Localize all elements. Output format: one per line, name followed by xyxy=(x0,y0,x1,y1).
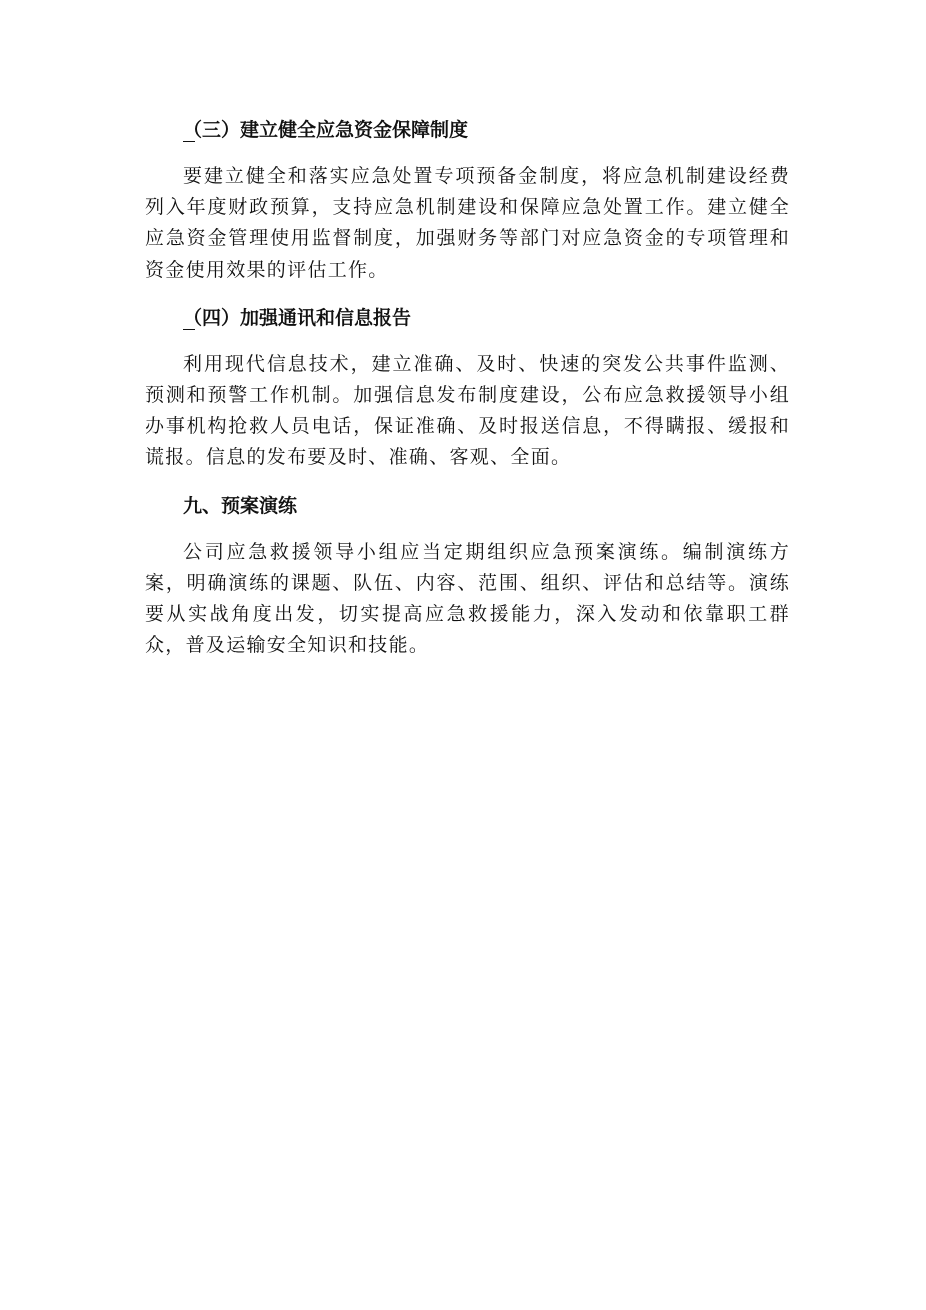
section-paragraph-communications: 利用现代信息技术，建立准确、及时、快速的突发公共事件监测、预测和预警工作机制。加强信息发布制度建设，公布应急救援领导小组办事机构抢救人员电话，保证准确、及时报送信息，不得瞒报、缓报和谎报。信息的发布要及时、准确、客观、全面。 xyxy=(145,352,790,469)
section-paragraph-emergency-funds: 要建立健全和落实应急处置专项预备金制度，将应急机制建设经费列入年度财政预算，支持应急机制建设和保障应急处置工作。建立健全应急资金管理使用监督制度，加强财务等部门对应急资金的专项管理和资金使用效果的评估工作。 xyxy=(145,165,790,281)
section-heading-text: （三）建立健全应急资金保障制度 xyxy=(183,119,469,141)
section-heading-text: 九、预案演练 xyxy=(183,494,298,517)
document-body xyxy=(145,113,790,661)
section-paragraph-drills: 公司应急救援领导小组应当定期组织应急预案演练。编制演练方案，明确演练的课题、队伍、内容、范围、组织、评估和总结等。演练要从实战角度出发，切实提高应急救援能力，深入发动和依靠职工群众，普及运输安全知识和技能。 xyxy=(145,540,790,657)
heading-underline-mark xyxy=(183,329,195,330)
section-heading-communications xyxy=(145,301,790,335)
section-heading-text: （四）加强通讯和信息报告 xyxy=(183,306,412,329)
section-heading-drills xyxy=(145,489,790,523)
heading-underline-mark xyxy=(183,141,195,142)
section-heading-emergency-funds xyxy=(145,113,790,147)
